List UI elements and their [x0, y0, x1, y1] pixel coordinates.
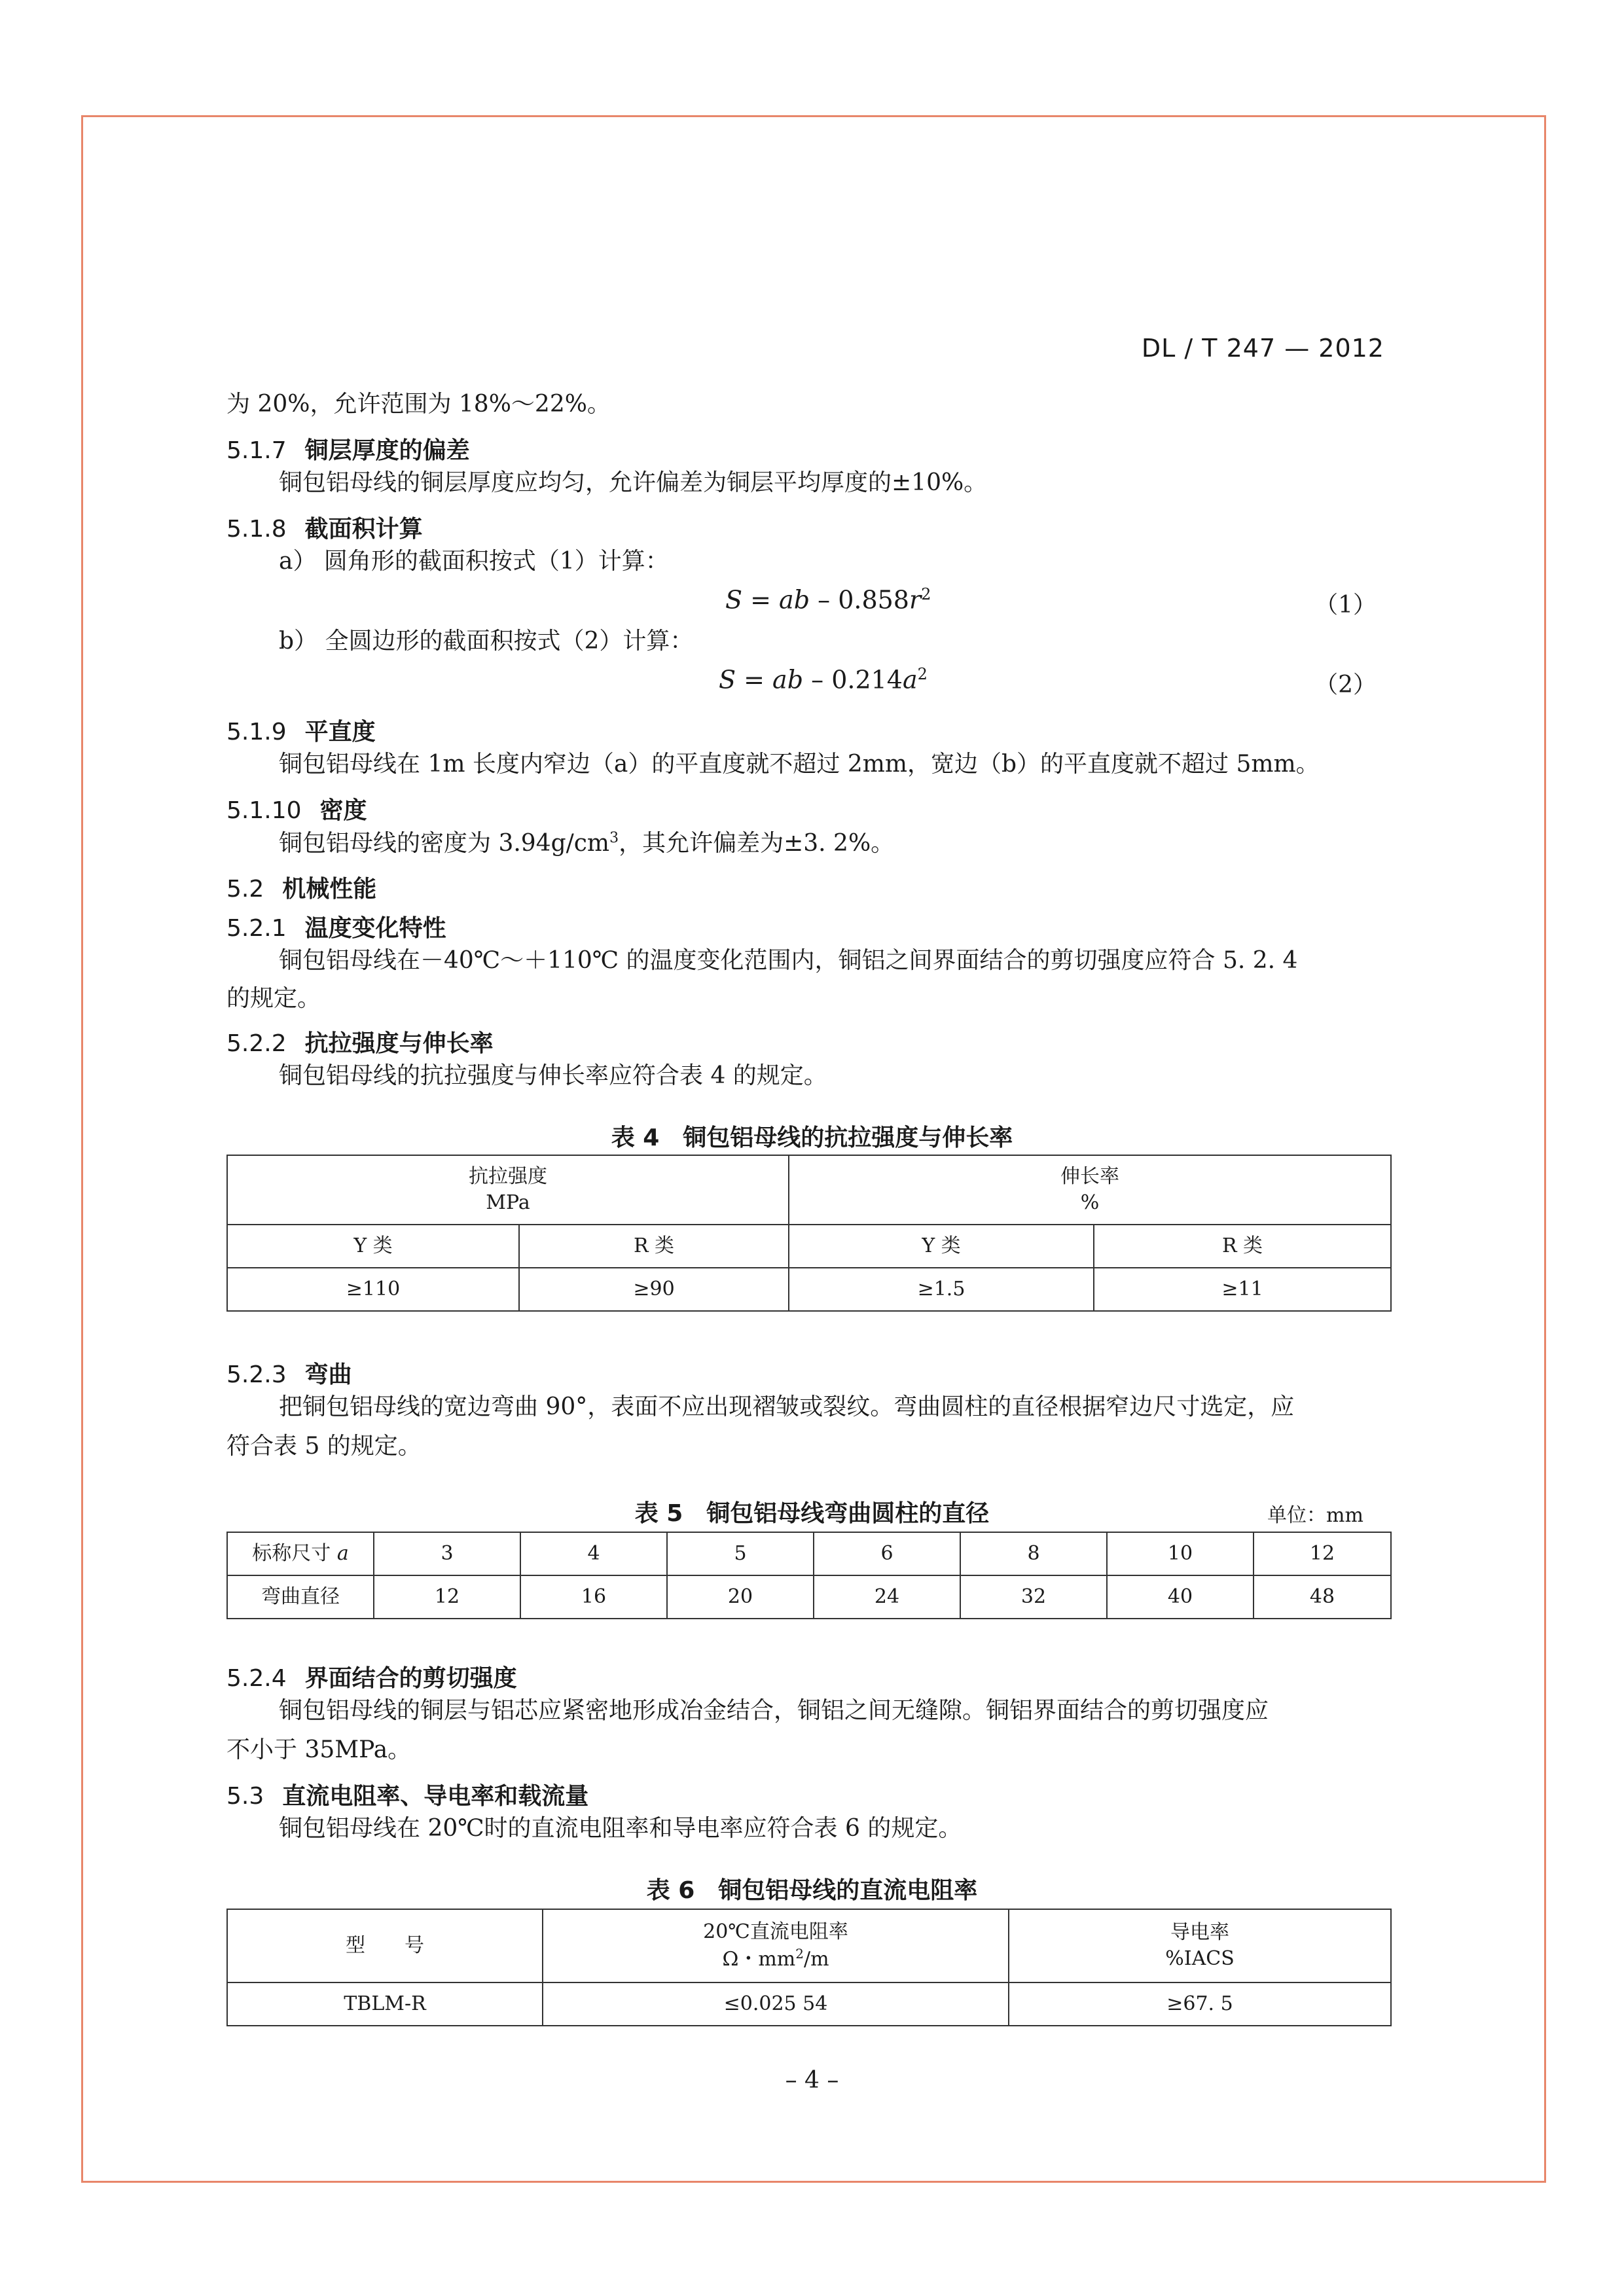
table-6-caption: 表 6 铜包铝母线的直流电阻率: [646, 1877, 978, 1904]
section-5-1-10-heading: 5.1.10 密度: [226, 797, 367, 824]
item-b-text: b） 全圆边形的截面积按式（2）计算：: [279, 628, 694, 655]
table-5-cell: 16: [520, 1575, 667, 1619]
equation-number-2: （2）: [1314, 672, 1377, 698]
section-5-2-2-heading: 5.2.2 抗拉强度与伸长率: [226, 1030, 494, 1057]
table-5-cell: 48: [1254, 1575, 1391, 1619]
table-6-header-resistivity: 20℃直流电阻率 Ω・$mm^2/m$: [543, 1909, 1009, 1982]
table-4-sub-2: R 类: [519, 1225, 789, 1268]
section-5-1-10-text: 铜包铝母线的密度为 $3.94g/cm^3$，其允许偏差为±3. 2%。: [279, 830, 895, 857]
table-5-cell: 8: [960, 1532, 1107, 1575]
table-5-cell: 3: [374, 1532, 520, 1575]
table-5-cell: 5: [667, 1532, 814, 1575]
section-5-2-4-text-line1: 铜包铝母线的铜层与铝芯应紧密地形成冶金结合，铜铝之间无缝隙。铜铝界面结合的剪切强度应: [279, 1697, 1269, 1724]
table-6-cell: ≤0.025 54: [543, 1982, 1009, 2026]
table-4-cell: ≥1.5: [789, 1268, 1094, 1311]
table-4-header-tensile: 抗拉强度 MPa: [227, 1155, 789, 1225]
table-6-header-model: 型 号: [227, 1909, 543, 1982]
table-4-cell: ≥11: [1094, 1268, 1391, 1311]
table-4-header-elongation: 伸长率 %: [789, 1155, 1391, 1225]
table-4-caption: 表 4 铜包铝母线的抗拉强度与伸长率: [611, 1124, 1013, 1151]
table-5-cell: 10: [1107, 1532, 1254, 1575]
section-5-1-7-text: 铜包铝母线的铜层厚度应均匀，允许偏差为铜层平均厚度的±10%。: [279, 469, 988, 496]
table-4: [226, 1155, 1392, 1312]
table-5-cell: 32: [960, 1575, 1107, 1619]
table-5-cell: 6: [814, 1532, 960, 1575]
table-6-cell: TBLM-R: [227, 1982, 543, 2026]
section-5-2-4-heading: 5.2.4 界面结合的剪切强度: [226, 1665, 517, 1692]
section-5-1-9-heading: 5.1.9 平直度: [226, 719, 376, 745]
section-5-2-heading: 5.2 机械性能: [226, 876, 377, 903]
table-5-cell: 24: [814, 1575, 960, 1619]
table-5-unit: 单位：mm: [1267, 1504, 1363, 1527]
table-4-sub-4: R 类: [1094, 1225, 1391, 1268]
continued-text: 为 20%，允许范围为 18%～22%。: [226, 391, 611, 418]
table-6-header-conductivity: 导电率 %IACS: [1009, 1909, 1391, 1982]
table-6-cell: ≥67. 5: [1009, 1982, 1391, 2026]
table-5-row-label-bend: 弯曲直径: [227, 1575, 374, 1619]
table-4-sub-1: Y 类: [227, 1225, 519, 1268]
table-5-cell: 20: [667, 1575, 814, 1619]
section-5-2-1-text-line2: 的规定。: [226, 985, 321, 1012]
table-5-cell: 40: [1107, 1575, 1254, 1619]
table-5-cell: 4: [520, 1532, 667, 1575]
section-5-2-1-text-line1: 铜包铝母线在－40℃～＋110℃ 的温度变化范围内，铜铝之间界面结合的剪切强度应符合 5. 2. 4: [279, 947, 1298, 974]
table-5-cell: 12: [1254, 1532, 1391, 1575]
table-4-sub-3: Y 类: [789, 1225, 1094, 1268]
table-6: [226, 1909, 1392, 2026]
section-5-1-8-heading: 5.1.8 截面积计算: [226, 516, 423, 543]
formula-2: S = ab – $0.214a^2$: [719, 665, 928, 694]
table-4-cell: ≥90: [519, 1268, 789, 1311]
section-5-2-3-text-line1: 把铜包铝母线的宽边弯曲 90°，表面不应出现褶皱或裂纹。弯曲圆柱的直径根据窄边尺寸选定，应: [279, 1393, 1295, 1420]
item-a-text: a） 圆角形的截面积按式（1）计算：: [279, 548, 669, 575]
page-number: – 4 –: [785, 2067, 839, 2094]
section-5-3-heading: 5.3 直流电阻率、导电率和载流量: [226, 1783, 589, 1810]
table-5-cell: 12: [374, 1575, 520, 1619]
section-5-1-9-text: 铜包铝母线在 1m 长度内窄边（a）的平直度就不超过 2mm，宽边（b）的平直度就不超过 5mm。: [279, 751, 1320, 778]
table-5: [226, 1532, 1392, 1619]
table-5-caption: 表 5 铜包铝母线弯曲圆柱的直径: [634, 1500, 990, 1527]
section-5-2-3-text-line2: 符合表 5 的规定。: [226, 1433, 422, 1460]
section-5-2-3-heading: 5.2.3 弯曲: [226, 1361, 352, 1388]
section-5-2-2-text: 铜包铝母线的抗拉强度与伸长率应符合表 4 的规定。: [279, 1062, 827, 1089]
equation-number-1: （1）: [1314, 592, 1377, 619]
section-5-3-text: 铜包铝母线在 20℃时的直流电阻率和导电率应符合表 6 的规定。: [279, 1815, 962, 1842]
section-5-2-1-heading: 5.2.1 温度变化特性: [226, 915, 446, 942]
section-5-2-4-text-line2: 不小于 35MPa。: [226, 1736, 412, 1763]
table-4-cell: ≥110: [227, 1268, 519, 1311]
document-code: DL / T 247 — 2012: [1141, 334, 1384, 363]
formula-1: S = ab – $0.858r^2$: [725, 585, 931, 615]
table-5-row-label-nominal: 标称尺寸 a: [227, 1532, 374, 1575]
section-5-1-7-heading: 5.1.7 铜层厚度的偏差: [226, 437, 470, 464]
